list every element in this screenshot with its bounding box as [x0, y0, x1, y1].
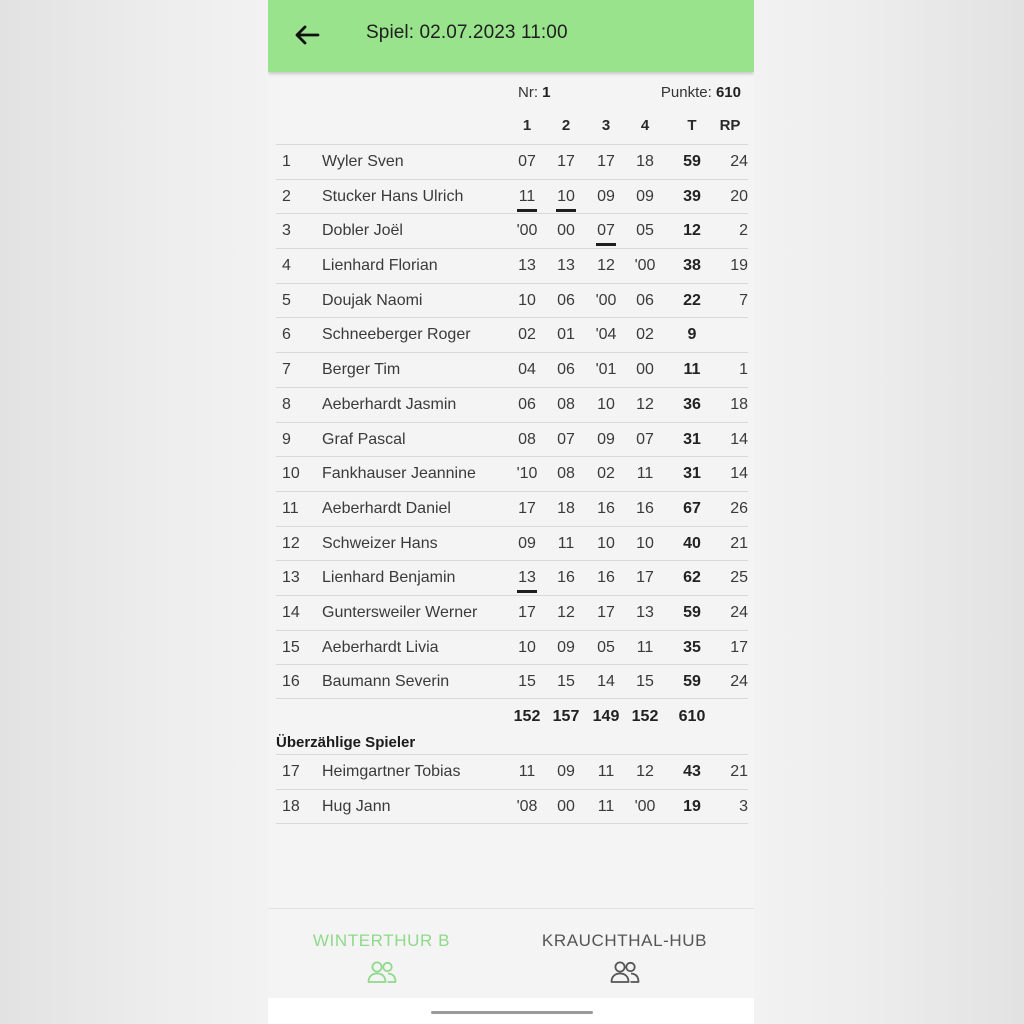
- player-name: Aeberhardt Livia: [322, 638, 439, 656]
- game-points-value: 610: [715, 84, 741, 101]
- score-round-2: 11: [557, 534, 575, 552]
- game-points-label: Punkte:: [660, 84, 712, 101]
- score-round-2: 00: [557, 222, 575, 240]
- player-total: 36: [683, 395, 701, 413]
- player-total: 62: [683, 569, 701, 587]
- column-header-round-1: 1: [522, 117, 532, 134]
- score-round-1: 13: [509, 569, 545, 587]
- game-number-value: 1: [542, 84, 551, 101]
- player-row: [276, 248, 748, 283]
- score-round-4: 12: [636, 395, 654, 413]
- player-total: 31: [683, 430, 701, 448]
- score-round-3: 02: [597, 465, 615, 483]
- player-total: 22: [683, 291, 701, 309]
- player-number: 8: [282, 395, 291, 413]
- score-round-4: 09: [636, 187, 654, 205]
- score-round-4: '00: [634, 257, 656, 275]
- score-round-3: 17: [597, 603, 615, 621]
- player-row: [276, 352, 748, 387]
- player-name: Stucker Hans Ulrich: [322, 187, 464, 205]
- score-round-4: 02: [636, 326, 654, 344]
- group-icon: [609, 959, 641, 985]
- score-round-4: 05: [636, 222, 654, 240]
- player-rp: 24: [730, 603, 748, 621]
- player-rp: 24: [730, 153, 748, 170]
- score-round-4: 00: [636, 361, 654, 379]
- player-rp: 14: [730, 430, 748, 448]
- player-name: Graf Pascal: [322, 430, 406, 448]
- score-round-3: 09: [597, 187, 615, 205]
- player-name: Hug Jann: [322, 797, 391, 815]
- background-right: [754, 0, 1024, 1024]
- player-name: Guntersweiler Werner: [322, 603, 478, 621]
- player-rp: 26: [730, 499, 748, 517]
- player-row: [276, 526, 748, 561]
- score-round-1: '10: [516, 465, 538, 483]
- player-row: [276, 213, 748, 248]
- score-round-2: 06: [557, 361, 575, 379]
- score-round-4: 16: [636, 499, 654, 517]
- player-number: 4: [282, 257, 291, 275]
- player-name: Lienhard Florian: [322, 257, 438, 275]
- extra-player-table: [276, 754, 748, 823]
- score-round-2: 00: [557, 797, 575, 815]
- player-name: Lienhard Benjamin: [322, 569, 456, 587]
- player-rp: 14: [730, 465, 748, 483]
- score-round-3: 07: [588, 222, 624, 240]
- player-row: [276, 387, 748, 422]
- background-left: [0, 0, 268, 1024]
- extra-players-heading: Überzählige Spieler: [276, 734, 416, 752]
- score-round-2: 16: [557, 569, 575, 587]
- game-number: [518, 84, 551, 101]
- score-round-1: 02: [518, 326, 536, 344]
- player-number: 17: [282, 763, 300, 781]
- player-row: [276, 144, 748, 179]
- score-round-3: 10: [597, 395, 615, 413]
- player-rp: 1: [739, 361, 748, 379]
- score-round-4: 13: [636, 603, 654, 621]
- score-round-3: 05: [597, 638, 615, 656]
- total-round-3: 149: [592, 708, 620, 726]
- score-round-1: '00: [516, 222, 538, 240]
- score-round-2: 09: [557, 638, 575, 656]
- score-round-3: '01: [595, 361, 617, 379]
- player-number: 12: [282, 534, 300, 552]
- score-round-1: 17: [518, 499, 536, 517]
- column-header-total: T: [687, 117, 697, 134]
- player-number: 10: [282, 465, 300, 483]
- total-round-4: 152: [631, 708, 659, 726]
- column-headers: [268, 117, 754, 137]
- score-round-1: 11: [518, 763, 536, 781]
- column-header-rp: RP: [719, 117, 741, 134]
- score-round-1: 10: [518, 638, 536, 656]
- player-rp: 7: [739, 291, 748, 309]
- player-name: Doujak Naomi: [322, 291, 423, 309]
- arrow-left-icon: [294, 24, 320, 46]
- back-button[interactable]: [290, 18, 324, 52]
- score-round-4: 06: [636, 291, 654, 309]
- score-round-2: 15: [557, 673, 575, 691]
- score-round-4: 10: [636, 534, 654, 552]
- score-round-2: 10: [548, 188, 584, 206]
- player-number: 6: [282, 326, 291, 344]
- score-round-1: 09: [518, 534, 536, 552]
- player-number: 5: [282, 291, 291, 309]
- score-round-1: 07: [518, 153, 536, 170]
- player-name: Wyler Sven: [322, 153, 404, 170]
- column-header-round-3: 3: [601, 117, 611, 134]
- game-points: [661, 84, 741, 101]
- player-total: 67: [683, 499, 701, 517]
- score-round-2: 17: [557, 153, 575, 170]
- score-round-2: 08: [557, 465, 575, 483]
- player-name: Schneeberger Roger: [322, 326, 471, 344]
- score-round-1: 10: [518, 291, 536, 309]
- player-row: [276, 664, 748, 699]
- player-number: 15: [282, 638, 300, 656]
- score-round-3: '04: [595, 326, 617, 344]
- tab-winterthur-b[interactable]: [268, 909, 495, 1003]
- score-round-2: 18: [557, 499, 575, 517]
- player-total: 11: [683, 361, 701, 379]
- total-round-2: 157: [552, 708, 580, 726]
- player-rp: 20: [730, 187, 748, 205]
- player-total: 19: [683, 797, 701, 815]
- player-total: 43: [683, 763, 701, 781]
- player-number: 1: [282, 153, 291, 170]
- player-name: Baumann Severin: [322, 673, 450, 691]
- player-number: 14: [282, 603, 300, 621]
- player-total: 12: [683, 222, 701, 240]
- score-round-2: 08: [557, 395, 575, 413]
- score-round-4: 17: [636, 569, 654, 587]
- player-rp: 25: [730, 569, 748, 587]
- player-rp: 21: [730, 763, 748, 781]
- score-round-2: 01: [557, 326, 575, 344]
- player-total: 59: [683, 153, 701, 170]
- player-name: Berger Tim: [322, 361, 401, 379]
- game-number-label: Nr:: [518, 84, 538, 101]
- player-number: 16: [282, 673, 300, 691]
- player-table: [276, 144, 748, 699]
- score-round-3: 17: [597, 153, 615, 170]
- score-round-1: 15: [518, 673, 536, 691]
- score-round-1: 06: [518, 395, 536, 413]
- player-total: 31: [683, 465, 701, 483]
- score-round-3: 09: [597, 430, 615, 448]
- score-round-4: 15: [636, 673, 654, 691]
- player-name: Dobler Joël: [322, 222, 403, 240]
- player-row: [276, 595, 748, 630]
- player-name: Schweizer Hans: [322, 534, 438, 552]
- phone-screen: [268, 0, 754, 1024]
- player-number: 3: [282, 222, 291, 240]
- column-header-round-4: 4: [640, 117, 650, 134]
- home-indicator[interactable]: [431, 1011, 593, 1014]
- player-number: 13: [282, 569, 300, 587]
- player-rp: 2: [739, 222, 748, 240]
- player-rp: 17: [730, 638, 748, 656]
- score-round-2: 07: [557, 430, 575, 448]
- game-meta: [268, 84, 754, 104]
- score-round-4: '00: [634, 797, 656, 815]
- player-row: [276, 630, 748, 665]
- score-round-3: 12: [597, 257, 615, 275]
- player-name: Fankhauser Jeannine: [322, 465, 476, 483]
- player-total: 39: [683, 187, 701, 205]
- player-row: [276, 283, 748, 318]
- player-number: 9: [282, 430, 291, 448]
- player-row: [276, 560, 748, 595]
- score-round-1: 11: [509, 188, 545, 206]
- player-total: 40: [683, 534, 701, 552]
- tab-label-winterthur-b: WINTERTHUR B: [312, 931, 451, 950]
- column-header-round-2: 2: [561, 117, 571, 134]
- total-round-1: 152: [513, 708, 541, 726]
- player-row: [276, 789, 748, 824]
- score-round-4: 12: [636, 763, 654, 781]
- player-number: 11: [282, 499, 299, 517]
- score-round-4: 07: [636, 430, 654, 448]
- player-total: 59: [683, 673, 701, 691]
- player-row: [276, 317, 748, 352]
- player-row: [276, 456, 748, 491]
- score-round-3: 16: [597, 569, 615, 587]
- player-row: [276, 179, 748, 214]
- system-nav-bar: [268, 998, 754, 1024]
- score-round-2: 06: [557, 291, 575, 309]
- score-round-3: 11: [597, 763, 615, 781]
- player-rp: 19: [730, 257, 748, 275]
- totals-row: [276, 699, 748, 735]
- tab-label-krauchthal-hub: KRAUCHTHAL-HUB: [541, 931, 708, 950]
- player-total: 9: [687, 326, 697, 344]
- player-row: [276, 754, 748, 789]
- tab-krauchthal-hub[interactable]: [511, 909, 738, 1003]
- score-round-1: 04: [518, 361, 536, 379]
- player-number: 2: [282, 187, 291, 205]
- score-round-4: 11: [636, 465, 654, 483]
- player-name: Heimgartner Tobias: [322, 763, 461, 781]
- player-rp: 24: [730, 673, 748, 691]
- player-rp: 21: [730, 534, 748, 552]
- player-rp: 18: [730, 395, 748, 413]
- player-row: [276, 491, 748, 526]
- score-round-4: 18: [636, 153, 654, 170]
- player-number: 18: [282, 797, 300, 815]
- player-rp: 3: [739, 797, 748, 815]
- score-round-1: 08: [518, 430, 536, 448]
- score-round-3: 11: [597, 797, 615, 815]
- group-icon: [366, 959, 398, 985]
- score-round-1: '08: [516, 797, 538, 815]
- player-total: 35: [683, 638, 701, 656]
- score-round-2: 09: [557, 763, 575, 781]
- player-name: Aeberhardt Daniel: [322, 499, 451, 517]
- score-round-1: 13: [518, 257, 536, 275]
- score-round-4: 11: [636, 638, 654, 656]
- score-round-3: 10: [597, 534, 615, 552]
- app-bar: [268, 0, 754, 72]
- player-row: [276, 422, 748, 457]
- player-total: 38: [683, 257, 701, 275]
- score-round-2: 13: [557, 257, 575, 275]
- score-round-2: 12: [557, 603, 575, 621]
- score-round-3: 14: [597, 673, 615, 691]
- player-number: 7: [282, 361, 291, 379]
- score-round-1: 17: [518, 603, 536, 621]
- page-title: Spiel: 02.07.2023 11:00: [366, 22, 568, 43]
- score-round-3: '00: [595, 291, 617, 309]
- total-sum: 610: [678, 708, 706, 726]
- player-name: Aeberhardt Jasmin: [322, 395, 457, 413]
- player-total: 59: [683, 603, 701, 621]
- score-round-3: 16: [597, 499, 615, 517]
